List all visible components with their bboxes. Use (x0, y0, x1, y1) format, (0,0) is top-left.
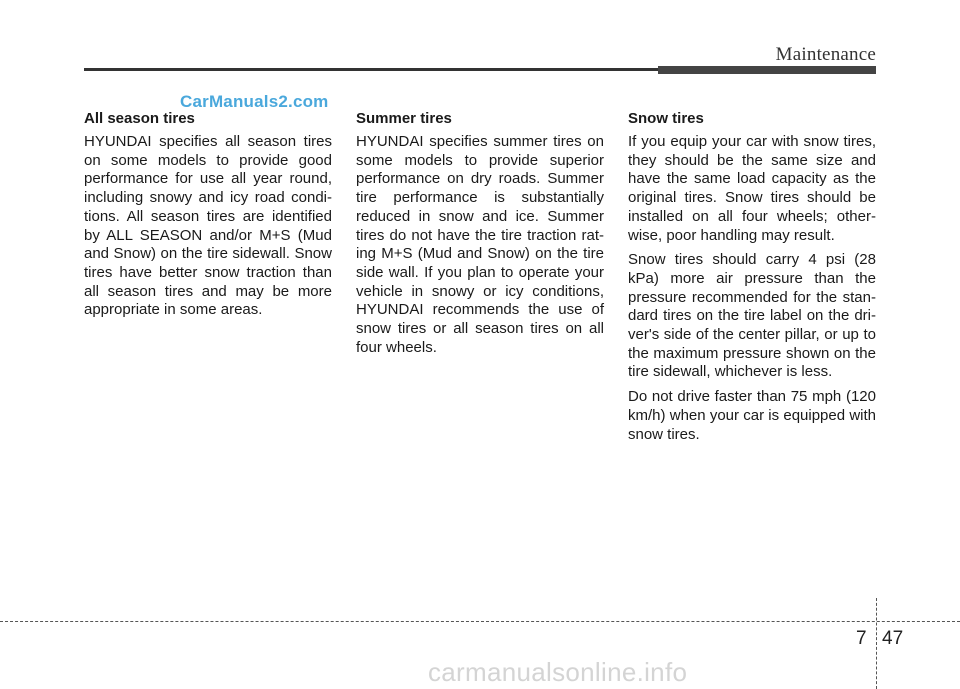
heading-summer-tires: Summer tires (356, 110, 452, 127)
header-bar (658, 66, 876, 74)
paragraph: If you equip your car with snow tires, they should be the same size and have the same load capacity as the original tires. Snow tires should be installed on all four wheels; other-wise, poor handling may result. (628, 133, 876, 244)
column-snow-tires (628, 110, 876, 450)
footer-rule (0, 621, 960, 622)
paragraph: Snow tires should carry 4 psi (28 kPa) more air pressure than the pressure recommended for the stan-dard tires on the tire label on the dri-ver's side of the center pillar, or up to the maximum pressure shown on the tire sidewall, whichever is less. (628, 251, 876, 381)
heading-all-season-tires: All season tires (84, 110, 195, 127)
watermark-bottom: carmanualsonline.info (428, 657, 688, 687)
paragraph: HYUNDAI specifies summer tires on some models to provide superior performance on dry roads. Summer tire performance is substantially reduced in snow and ice. Summer tires do not have the tire traction rat-ing M+S (Mud and Snow) on the tire side wall. If you plan to operate your vehicle in snowy or icy conditions, HYUNDAI recommends the use of snow tires or all season tires on all four wheels. (356, 133, 604, 356)
chapter-number: 7 (856, 628, 867, 649)
page-number: 47 (882, 628, 904, 649)
column-summer-tires (356, 110, 604, 363)
paragraph: Do not drive faster than 75 mph (120 km/h) when your car is equipped with snow tires. (628, 388, 876, 443)
header-rule (84, 68, 660, 71)
column-all-season-tires (84, 110, 332, 326)
footer-divider (876, 598, 877, 689)
paragraph: HYUNDAI specifies all season tires on some models to provide good performance for use all year round, including snowy and icy road condi-tions. All season tires are identified by ALL SEASON and/or M+S (Mud and Snow) on the tire sidewall. Snow tires have better snow traction than all season tires and may be more appropriate in some areas. (84, 133, 332, 319)
section-title: Maintenance (775, 44, 876, 65)
heading-snow-tires: Snow tires (628, 110, 704, 127)
watermark-top: CarManuals2.com (180, 92, 329, 111)
